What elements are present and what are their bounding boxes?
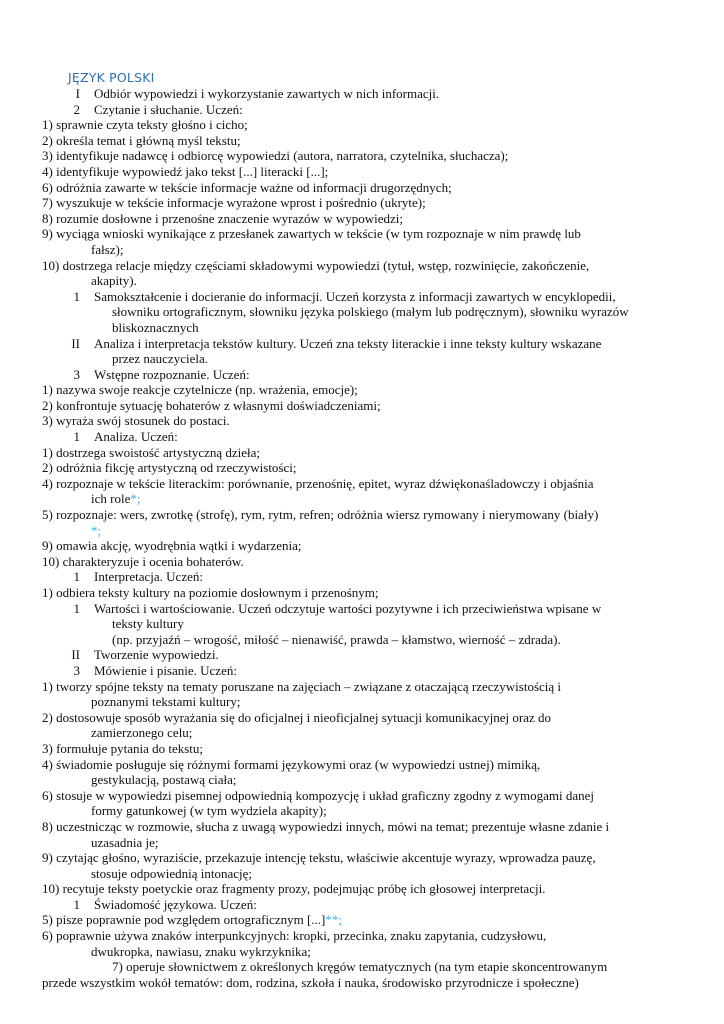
section-text: Tworzenie wypowiedzi. [94,647,219,663]
line-text: 3) formułuje pytania do tekstu; [42,740,204,756]
list-item-continuation [42,803,682,819]
line-text: uzasadnia je; [91,834,159,850]
line-text: 10) recytuje teksty poetyckie oraz fragmenty prozy, podejmując próbę ich głosowej interpretacji. [42,881,546,897]
line-text: formy gatunkowej (w tym wydziela akapity); [91,803,327,819]
line-text: 3) wyraża swój stosunek do postaci. [42,413,230,429]
list-item [42,164,682,180]
list-item [42,195,682,211]
line-text: 1) dostrzega swoistość artystyczną dzieła; [42,444,261,460]
list-item [42,912,682,928]
section-number: 1 [73,429,80,445]
line-text: 5) rozpoznaje: wers, zwrotkę (strofę), rym, rytm, refren; odróżnia wiersz rymowany i nierymowany (biały) [42,507,599,523]
section-number: 1 [73,569,80,585]
line-text: fałsz); [91,241,124,257]
section-number: 3 [73,366,80,382]
list-item [42,382,682,398]
line-text: gestykulacją, postawą ciała; [91,772,237,788]
list-item-continuation [42,351,682,367]
section-heading [42,897,682,913]
list-item [42,133,682,149]
footnote-marker: *; [130,491,141,507]
line-text: 1) sprawnie czyta teksty głośno i cicho; [42,117,248,133]
line-text: 3) identyfikuje nadawcę i odbiorcę wypowiedzi (autora, narratora, czytelnika, słuchacza); [42,148,509,164]
list-item-continuation [42,772,682,788]
line-text: zamierzonego celu; [91,725,193,741]
line-text: stosuje odpowiednią intonację; [91,865,253,881]
list-item [42,850,682,866]
line-text: teksty kultury [112,616,184,632]
list-item [42,538,682,554]
line-text: 5) pisze poprawnie pod względem ortograficznym [...] [42,912,326,928]
list-item [42,258,682,274]
list-item-continuation [42,835,682,851]
line-text: słowniku ortograficznym, słowniku języka polskiego (małym lub podręcznym), słowniku wyrazów [112,304,629,320]
line-text: 4) świadomie posługuje się różnymi formami językowymi oraz (w wypowiedzi ustnej) mimiką, [42,756,541,772]
footnote-marker: *; [91,522,102,538]
line-text: akapity). [91,273,137,289]
list-item-continuation [42,866,682,882]
section-number: 3 [73,662,80,678]
line-text: 4) identyfikuje wypowiedź jako tekst [...] literacki [...]; [42,163,329,179]
page-title: JĘZYK POLSKI [68,70,155,85]
section-text: Czytanie i słuchanie. Uczeń: [94,101,243,117]
list-item [42,211,682,227]
line-text: (np. przyjaźń – wrogość, miłość – nienawiść, prawda – kłamstwo, wierność – zdrada). [112,631,561,647]
list-item [42,881,682,897]
list-item-continuation [42,273,682,289]
section-text: Świadomość językowa. Uczeń: [94,896,257,912]
section-heading [42,429,682,445]
list-item [42,788,682,804]
section-heading [42,102,682,118]
list-item [42,148,682,164]
section-number: 1 [73,600,80,616]
list-item [42,710,682,726]
line-text: 7) operuje słownictwem z określonych kręgów tematycznych (na tym etapie skoncentrowanym [112,959,608,975]
line-text: 4) rozpoznaje w tekście literackim: porównanie, przenośnię, epitet, wyraz dźwiękonaśladowczy i objaśnia [42,475,594,491]
line-text: 9) wyciąga wnioski wynikające z przesłanek zawartych w tekście (w tym rozpoznaje w nim prawdę lub [42,226,581,242]
list-item-continuation [42,959,682,975]
list-item [42,180,682,196]
list-item [42,445,682,461]
line-text: 8) uczestnicząc w rozmowie, słucha z uwagą wypowiedzi innych, mówi na temat; prezentuje własne zdanie i [42,818,610,834]
section-heading [42,569,682,585]
list-item [42,819,682,835]
line-text: bliskoznacznych [112,319,199,335]
line-text: 1) odbiera teksty kultury na poziomie dosłownym i przenośnym; [42,585,379,600]
list-item [42,398,682,414]
section-number: 1 [73,288,80,304]
section-heading [42,647,682,663]
line-text: 2) konfrontuje sytuację bohaterów z własnymi doświadczeniami; [42,397,381,413]
section-heading [42,663,682,679]
line-text: 8) rozumie dosłowne i przenośne znaczenie wyrazów w wypowiedzi; [42,210,403,226]
section-number: 1 [73,896,80,912]
section-heading [42,367,682,383]
line-text: 7) wyszukuje w tekście informacje wyrażone wprost i pośrednio (ukryte); [42,195,426,211]
list-item-continuation [42,304,682,320]
section-heading [42,86,682,102]
line-text: 9) omawia akcję, wyodrębnia wątki i wydarzenia; [42,538,302,554]
line-text: poznanymi tekstami kultury; [91,694,241,710]
line-text: 9) czytając głośno, wyraziście, przekazuje intencję tekstu, właściwie akcentuje wyrazy, wprowadza pauzę, [42,850,596,866]
line-text: 10) charakteryzuje i ocenia bohaterów. [42,553,244,569]
section-number: I [75,86,80,101]
line-text: ich role [91,491,131,507]
list-item-continuation [42,632,682,648]
list-item-continuation [42,944,682,960]
section-number: II [71,647,80,663]
list-item [42,226,682,242]
list-item [42,975,682,991]
footnote-marker: **; [325,912,342,928]
line-text: 1) nazywa swoje reakcje czytelnicze (np. wrażenia, emocje); [42,382,358,398]
line-text: 6) odróżnia zawarte w tekście informacje ważne od informacji drugorzędnych; [42,179,452,195]
list-item [42,476,682,492]
line-text: 2) określa temat i główną myśl tekstu; [42,132,241,148]
list-item-continuation [42,694,682,710]
section-number: 2 [73,101,80,117]
section-text: Analiza i interpretacja tekstów kultury. Uczeń zna teksty literackie i inne teksty kultury wskazane [94,335,602,351]
section-text: Samokształcenie i docieranie do informacji. Uczeń korzysta z informacji zawartych w encyklopedii, [94,288,616,304]
list-item [42,413,682,429]
line-text: 10) dostrzega relacje między częściami składowymi wypowiedzi (tytuł, wstęp, rozwinięcie, zakończenie, [42,257,590,273]
section-heading [42,289,682,305]
list-item-continuation [42,491,682,507]
list-item [42,507,682,523]
list-item [42,679,682,695]
line-text: przez nauczyciela. [112,351,208,367]
list-item [42,741,682,757]
document-body [42,86,682,990]
line-text: 6) stosuje w wypowiedzi pisemnej odpowiednią kompozycję i układ graficzny zgodny z wymogami danej [42,787,594,803]
section-number: II [71,335,80,351]
line-text: 2) dostosowuje sposób wyrażania się do oficjalnej i nieoficjalnej sytuacji komunikacyjnej oraz do [42,709,552,725]
list-item [42,757,682,773]
line-text: 1) tworzy spójne teksty na tematy poruszane na zajęciach – związane z otaczającą rzeczywistością i [42,678,562,694]
list-item-continuation [42,242,682,258]
list-item-continuation [42,616,682,632]
line-text: 2) odróżnia fikcję artystyczną od rzeczywistości; [42,460,297,476]
list-item [42,460,682,476]
section-text: Wstępne rozpoznanie. Uczeń: [94,366,250,382]
section-text: Interpretacja. Uczeń: [94,569,203,585]
section-text: Odbiór wypowiedzi i wykorzystanie zawartych w nich informacji. [94,86,440,101]
list-item-continuation [42,523,682,539]
list-item [42,117,682,133]
section-text: Analiza. Uczeń: [94,429,178,445]
list-item [42,585,682,601]
section-heading [42,336,682,352]
line-text: przede wszystkim wokół tematów: dom, rodzina, szkoła i nauka, środowisko przyrodnicze i społeczne) [42,974,579,990]
list-item [42,554,682,570]
section-text: Mówienie i pisanie. Uczeń: [94,662,237,678]
section-heading [42,601,682,617]
list-item [42,928,682,944]
line-text: dwukropka, nawiasu, znaku wykrzyknika; [91,943,311,959]
list-item-continuation [42,320,682,336]
section-text: Wartości i wartościowanie. Uczeń odczytuje wartości pozytywne i ich przeciwieństwa wpisane w [94,600,602,616]
line-text: 6) poprawnie używa znaków interpunkcyjnych: kropki, przecinka, znaku zapytania, cudzysłowu, [42,928,547,944]
list-item-continuation [42,725,682,741]
